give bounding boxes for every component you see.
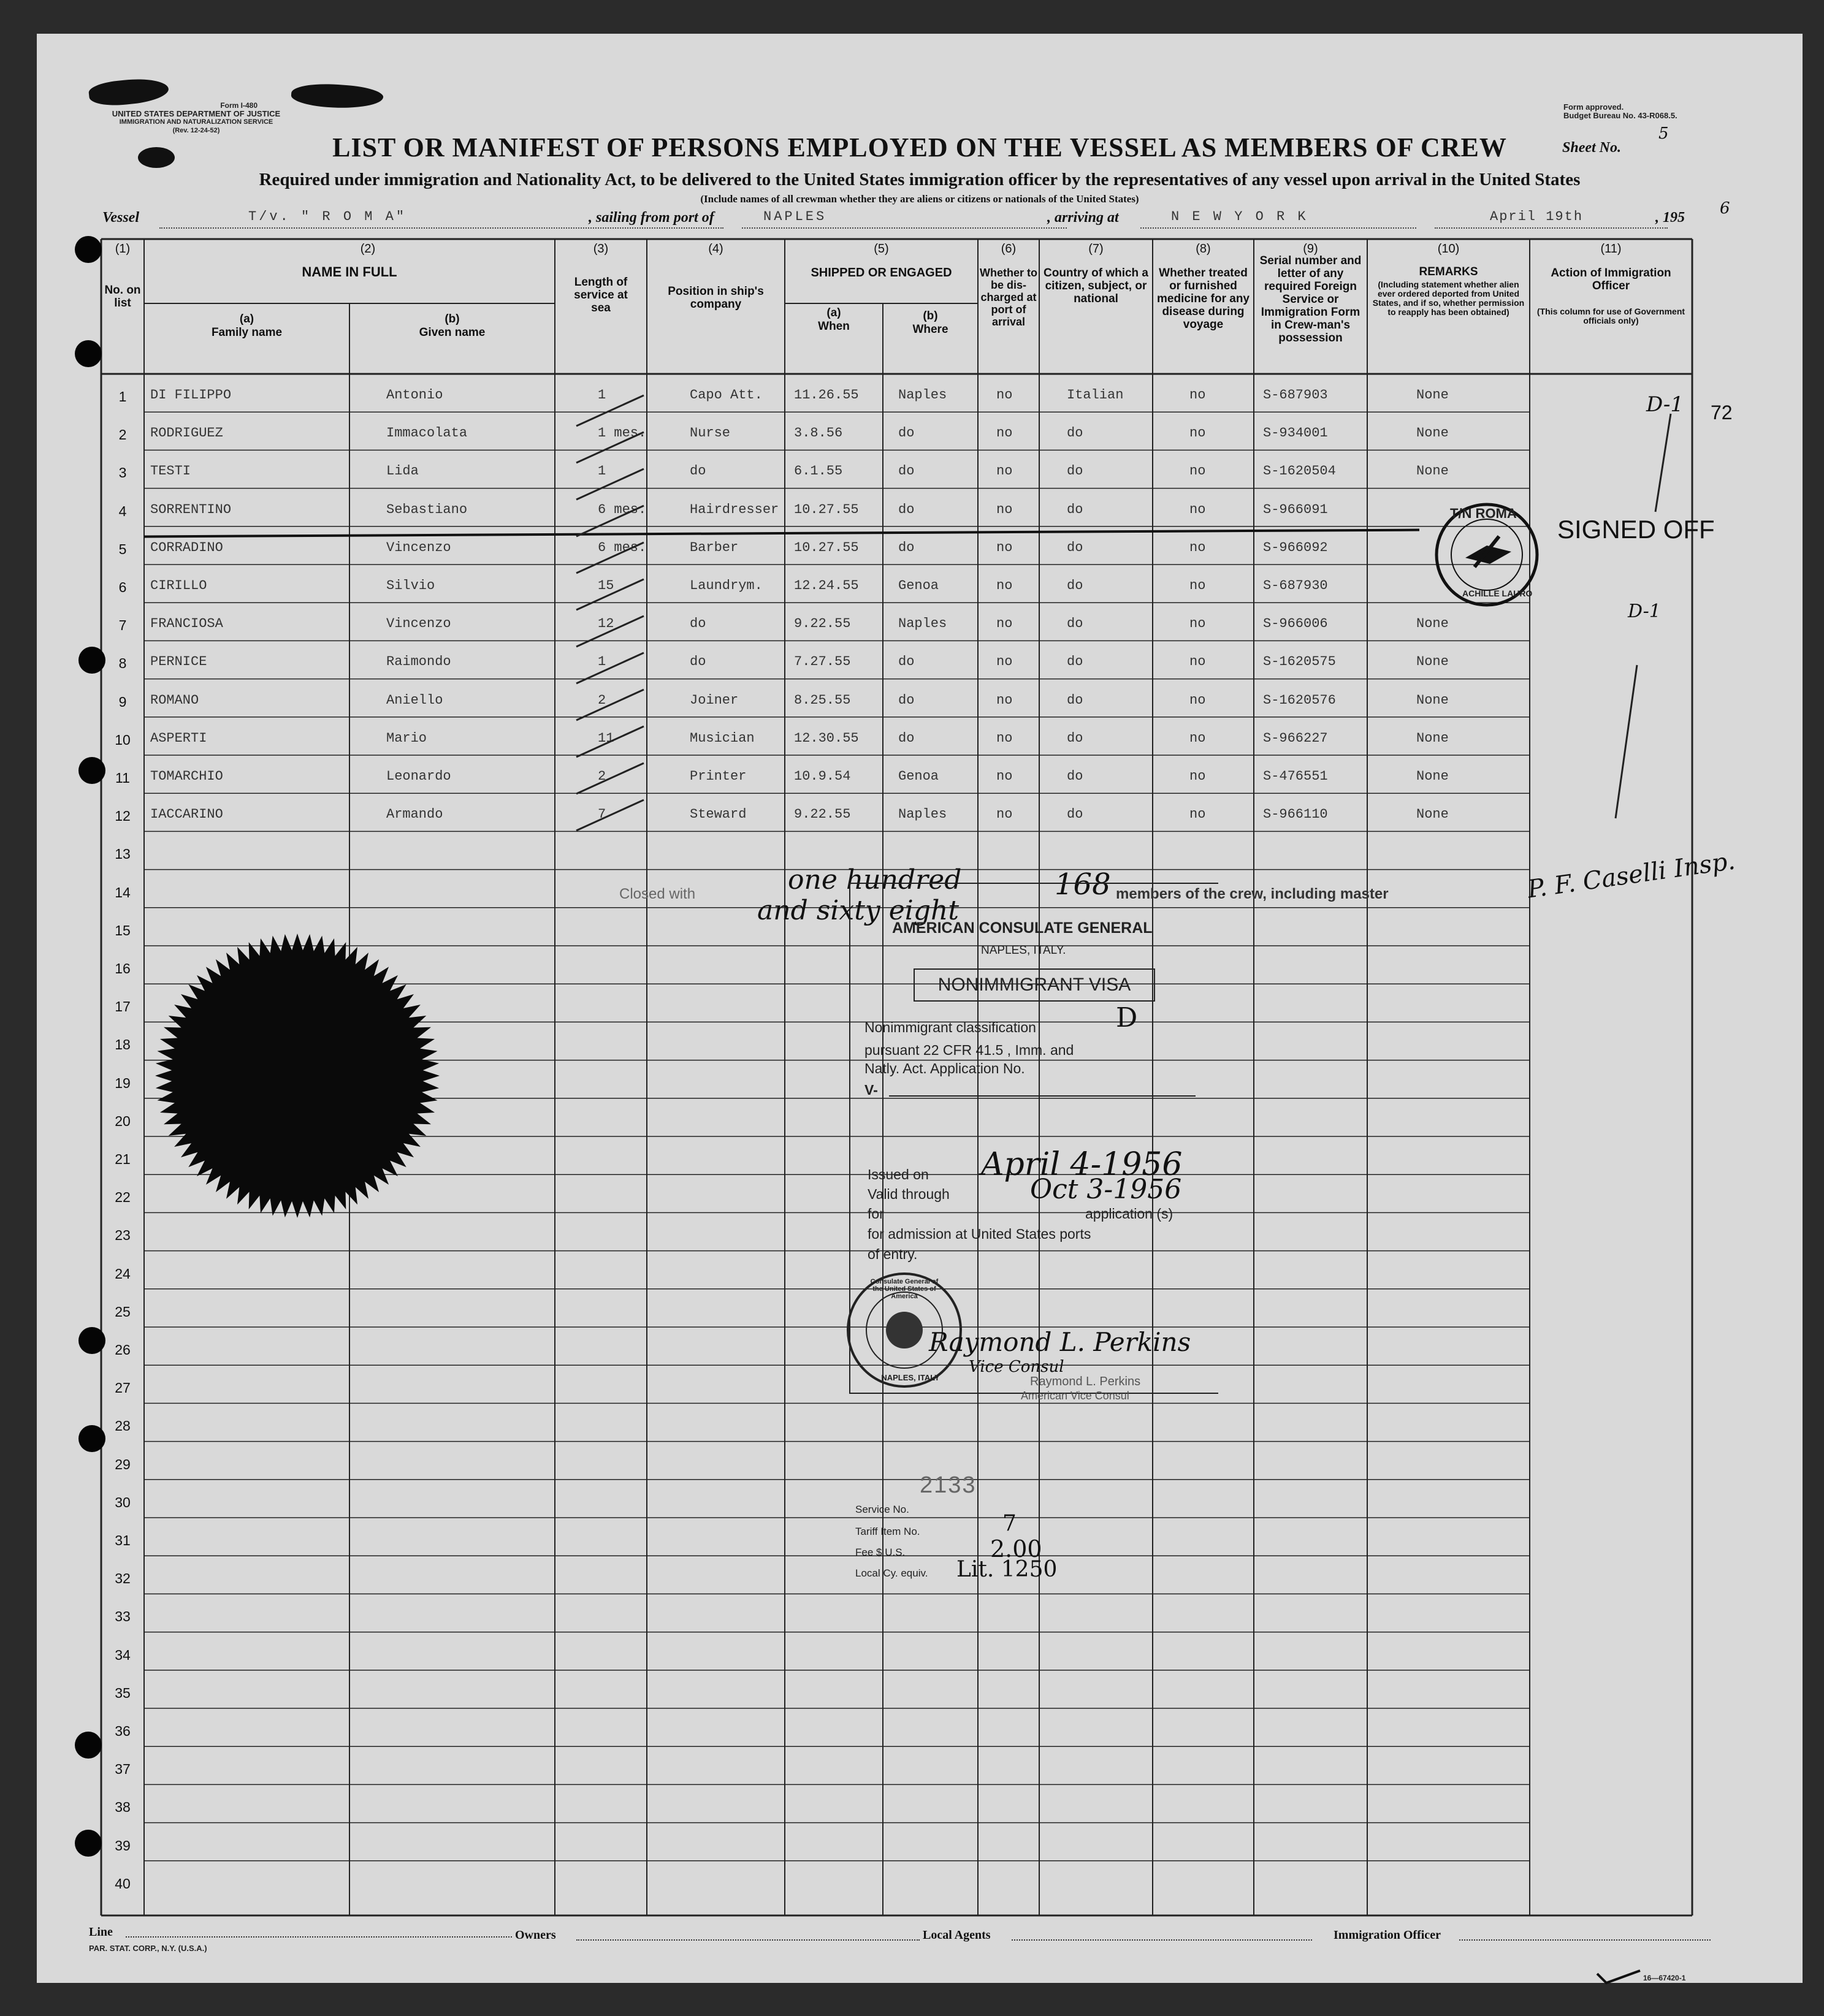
table-cell-serial: S-1620504 [1263, 463, 1336, 479]
col-header-action: Action of Immigration Officer [1551, 267, 1671, 292]
seal-text: Consulate General of the United States of America [870, 1278, 939, 1300]
col-header-serial: Serial number and letter of any required Foreign Service or Immigration Form in Crew-man's possession [1259, 254, 1362, 344]
col-header-where: Where [912, 323, 948, 336]
footer-code: 16—67420-1 [1643, 1974, 1686, 1982]
table-cell-length: 11 [598, 730, 614, 746]
nonimmigrant-visa-box: NONIMMIGRANT VISA [914, 968, 1155, 1002]
table-cell-country: do [1067, 654, 1083, 670]
revision: (Rev. 12-24-52) [172, 127, 220, 134]
table-cell-treated: no [1189, 730, 1206, 746]
table-cell-given: Mario [386, 730, 427, 746]
consul-name-typed: Raymond L. Perkins [1030, 1375, 1141, 1388]
col-num-1: (1) [115, 242, 131, 256]
table-cell-family: PERNICE [150, 654, 207, 670]
port-name: NAPLES [763, 209, 827, 224]
classification-value: D [1116, 1002, 1138, 1033]
form-approved: Form approved. [1563, 102, 1624, 112]
col-header-shipped: SHIPPED OR ENGAGED [811, 266, 952, 280]
table-cell-position: Barber [690, 539, 739, 555]
table-cell-country: do [1067, 769, 1083, 784]
col-header-discharged: Whether to be dis-charged at port of arrival [980, 267, 1037, 328]
table-cell-family: ASPERTI [150, 730, 207, 746]
table-cell-family: TOMARCHIO [150, 769, 223, 784]
vessel-label: Vessel [102, 210, 139, 226]
table-cell-given: Immacolata [386, 425, 468, 441]
col-header-when: When [818, 320, 850, 333]
sheet-number: 5 [1658, 124, 1669, 143]
table-cell-where: Genoa [898, 578, 939, 593]
for-label: for [868, 1206, 884, 1222]
table-cell-treated: no [1189, 807, 1206, 823]
row-number: 19 [115, 1075, 131, 1091]
fee-value: 2.00 [990, 1535, 1042, 1562]
ship-stamp-top: T/N ROMA [1450, 506, 1517, 521]
row-number: 6 [118, 579, 127, 595]
table-cell-when: 10.27.55 [794, 501, 859, 517]
table-cell-discharged: no [996, 463, 1013, 479]
table-cell-serial: S-966091 [1263, 501, 1328, 517]
consulate-line2: NAPLES, ITALY. [981, 944, 1066, 957]
row-number: 7 [118, 617, 127, 634]
annotation-count: 72 [1711, 401, 1733, 424]
col-header-family-letter: (a) [239, 313, 254, 325]
entry-text: of entry. [868, 1246, 918, 1262]
col-header-family: Family name [211, 326, 283, 339]
table-cell-position: Joiner [690, 692, 739, 708]
table-cell-given: Aniello [386, 692, 443, 708]
table-cell-remarks: None [1416, 654, 1449, 670]
col-num-10: (10) [1437, 242, 1460, 256]
footer-agents-blank [1012, 1939, 1312, 1941]
row-number: 2 [118, 427, 127, 443]
row-number: 5 [118, 541, 127, 557]
table-cell-discharged: no [996, 501, 1013, 517]
table-cell-when: 10.27.55 [794, 539, 859, 555]
col-num-2: (2) [360, 242, 376, 256]
table-cell-treated: no [1189, 616, 1206, 632]
table-cell-family: TESTI [150, 463, 191, 479]
footer-owners-label: Owners [515, 1928, 556, 1942]
table-cell-serial: S-1620575 [1263, 654, 1336, 670]
table-cell-position: Capo Att. [690, 387, 763, 403]
table-cell-given: Sebastiano [386, 501, 468, 517]
table-cell-serial: S-966006 [1263, 616, 1328, 632]
table-cell-where: do [898, 501, 915, 517]
col-header-treated: Whether treated or furnished medicine for any disease during voyage [1157, 267, 1250, 331]
table-cell-when: 8.25.55 [794, 692, 851, 708]
table-cell-position: do [690, 654, 706, 670]
table-cell-position: Musician [690, 730, 755, 746]
page-title: LIST OR MANIFEST OF PERSONS EMPLOYED ON THE VESSEL AS MEMBERS OF CREW [332, 132, 1507, 162]
table-cell-remarks: None [1416, 692, 1449, 708]
col-num-9: (9) [1303, 242, 1318, 256]
budget-bureau: Budget Bureau No. 43-R068.5. [1563, 111, 1677, 120]
row-number: 15 [115, 922, 131, 938]
table-cell-country: do [1067, 463, 1083, 479]
local-currency-value: Lit. 1250 [956, 1557, 1058, 1582]
hand-count-number: 168 [1055, 867, 1111, 902]
table-cell-remarks: None [1416, 463, 1449, 479]
local-currency-label: Local Cy. equiv. [855, 1567, 928, 1579]
table-cell-where: do [898, 692, 915, 708]
col-num-3: (3) [593, 242, 609, 256]
table-cell-country: do [1067, 692, 1083, 708]
table-cell-given: Antonio [386, 387, 443, 403]
col-header-position: Position in ship's company [668, 285, 764, 311]
pursuant-text: pursuant 22 CFR 41.5 , Imm. and [864, 1042, 1074, 1058]
department-name: UNITED STATES DEPARTMENT OF JUSTICE [112, 109, 281, 118]
table-cell-when: 10.9.54 [794, 769, 851, 784]
row-number: 20 [115, 1113, 131, 1129]
table-cell-country: do [1067, 578, 1083, 593]
members-of-crew-text: members of the crew, including master [1116, 886, 1389, 902]
table-cell-serial: S-966092 [1263, 539, 1328, 555]
page-subtitle: Required under immigration and Nationality Act, to be delivered to the United States immigration officer by the representatives of any vessel upon arrival in the United States [259, 170, 1581, 189]
col-header-given: Given name [419, 326, 486, 339]
row-number: 28 [115, 1418, 131, 1434]
row-number: 27 [115, 1380, 131, 1396]
table-cell-length: 7 [598, 807, 606, 823]
table-cell-when: 9.22.55 [794, 807, 851, 823]
closed-with-label: Closed with [619, 886, 696, 902]
table-cell-given: Leonardo [386, 769, 451, 784]
table-cell-given: Vincenzo [386, 616, 451, 632]
valid-label: Valid through [868, 1186, 950, 1202]
table-cell-when: 11.26.55 [794, 387, 859, 403]
table-cell-family: RODRIGUEZ [150, 425, 223, 441]
col-header-where-letter: (b) [923, 310, 938, 322]
table-cell-family: FRANCIOSA [150, 616, 223, 632]
row-number: 32 [115, 1570, 131, 1587]
classification-label: Nonimmigrant classification [864, 1019, 1036, 1035]
hand-count-words-1: one hundred [788, 864, 962, 896]
table-cell-discharged: no [996, 539, 1013, 555]
inspector-signature: P. F. Caselli Insp. [1525, 846, 1737, 904]
fee-stamp-number: 2133 [920, 1472, 977, 1498]
table-cell-when: 3.8.56 [794, 425, 843, 441]
row-number: 16 [115, 960, 131, 976]
binder-hole [75, 236, 102, 263]
col-num-8: (8) [1196, 242, 1211, 256]
table-cell-discharged: no [996, 692, 1013, 708]
table-cell-length: 6 mes. [598, 501, 647, 517]
row-number: 33 [115, 1608, 131, 1625]
row-number: 17 [115, 998, 131, 1015]
table-cell-family: ROMANO [150, 692, 199, 708]
table-cell-discharged: no [996, 654, 1013, 670]
instruction-note: (Include names of all crewman whether they are aliens or citizens or nationals of the United States) [700, 193, 1139, 205]
footer-agents-label: Local Agents [923, 1928, 991, 1942]
table-cell-discharged: no [996, 578, 1013, 593]
table-cell-serial: S-687903 [1263, 387, 1328, 403]
table-cell-given: Armando [386, 807, 443, 823]
row-number: 18 [115, 1037, 131, 1053]
row-number: 3 [118, 465, 127, 481]
col-header-no: No. on list [104, 284, 141, 310]
table-cell-discharged: no [996, 425, 1013, 441]
col-header-given-letter: (b) [445, 313, 460, 325]
consul-title-typed: American Vice Consul [1021, 1390, 1129, 1402]
table-cell-where: do [898, 425, 915, 441]
annotation-d1-top: D-1 [1646, 392, 1684, 417]
col-header-name: NAME IN FULL [302, 264, 397, 280]
manifest-page [37, 34, 1803, 1983]
row-number: 35 [115, 1684, 131, 1701]
vice-consul-hand: Vice Consul [969, 1358, 1064, 1376]
table-cell-position: Nurse [690, 425, 731, 441]
table-cell-serial: S-966227 [1263, 730, 1328, 746]
col-num-7: (7) [1088, 242, 1104, 256]
binder-hole [78, 757, 105, 784]
year-prefix: , 195 [1655, 210, 1685, 226]
row-number: 40 [115, 1875, 131, 1892]
col-num-4: (4) [708, 242, 723, 256]
col-header-action-note: (This column for use of Government officials only) [1536, 306, 1685, 325]
table-cell-length: 12 [598, 616, 614, 632]
footer-printer: PAR. STAT. CORP., N.Y. (U.S.A.) [89, 1944, 207, 1953]
footer-officer-label: Immigration Officer [1334, 1928, 1441, 1942]
check-mark-icon [1594, 1949, 1643, 1986]
tariff-label: Tariff Item No. [855, 1526, 920, 1537]
table-cell-length: 2 [598, 692, 606, 708]
row-number: 14 [115, 884, 131, 900]
ship-stamp-side: ACHILLE LAURO [1462, 588, 1533, 598]
valid-value: Oct 3-1956 [1030, 1174, 1182, 1205]
row-number: 34 [115, 1646, 131, 1663]
seal-city: NAPLES, ITALY [881, 1373, 940, 1382]
embossed-seal [150, 929, 445, 1223]
table-cell-where: do [898, 539, 915, 555]
table-cell-when: 6.1.55 [794, 463, 843, 479]
table-cell-length: 1 mes. [598, 425, 647, 441]
table-cell-position: Steward [690, 807, 747, 823]
table-cell-country: do [1067, 616, 1083, 632]
table-cell-discharged: no [996, 807, 1013, 823]
footer-owners-blank [576, 1939, 920, 1941]
sheet-label: Sheet No. [1562, 140, 1621, 156]
table-cell-where: Naples [898, 387, 947, 403]
table-cell-when: 7.27.55 [794, 654, 851, 670]
fee-label: Fee $ U.S. [855, 1546, 906, 1558]
arriving-label: , arriving at [1047, 210, 1119, 226]
annotation-d1-mid: D-1 [1628, 601, 1661, 622]
binder-hole [75, 340, 102, 367]
table-cell-remarks: None [1416, 769, 1449, 784]
row-number: 21 [115, 1151, 131, 1167]
table-cell-country: do [1067, 807, 1083, 823]
table-cell-remarks: None [1416, 387, 1449, 403]
col-num-11: (11) [1600, 242, 1622, 256]
footer-line-blank [126, 1936, 512, 1938]
table-cell-remarks: None [1416, 730, 1449, 746]
table-cell-country: do [1067, 425, 1083, 441]
service-no-label: Service No. [855, 1504, 909, 1515]
binder-hole [75, 1830, 102, 1857]
table-cell-treated: no [1189, 463, 1206, 479]
table-cell-family: CIRILLO [150, 578, 207, 593]
table-cell-discharged: no [996, 769, 1013, 784]
row-number: 12 [115, 808, 131, 824]
col-header-country: Country of which a citizen, subject, or national [1044, 267, 1148, 305]
table-cell-length: 15 [598, 578, 614, 593]
table-cell-position: do [690, 463, 706, 479]
binder-hole [78, 1425, 105, 1452]
hand-count-words-2: and sixty eight [757, 895, 960, 926]
row-number: 30 [115, 1494, 131, 1510]
table-cell-given: Silvio [386, 578, 435, 593]
table-cell-family: CORRADINO [150, 539, 223, 555]
table-cell-remarks: None [1416, 616, 1449, 632]
row-number: 10 [115, 731, 131, 748]
row-number: 31 [115, 1532, 131, 1548]
row-number: 13 [115, 846, 131, 862]
table-cell-treated: no [1189, 769, 1206, 784]
row-number: 8 [118, 655, 127, 672]
row-number: 4 [118, 503, 127, 519]
row-number: 9 [118, 693, 127, 710]
row-number: 11 [115, 770, 130, 786]
form-number: Form I-480 [220, 101, 258, 110]
vessel-name: T/v. " R O M A" [248, 209, 407, 224]
table-cell-treated: no [1189, 692, 1206, 708]
col-num-6: (6) [1001, 242, 1017, 256]
table-cell-given: Lida [386, 463, 419, 479]
year-suffix: 6 [1720, 199, 1730, 218]
arrival-date: April 19th [1490, 209, 1584, 224]
table-cell-where: do [898, 463, 915, 479]
row-number: 1 [118, 389, 127, 405]
table-cell-family: DI FILIPPO [150, 387, 232, 403]
row-number: 26 [115, 1342, 131, 1358]
row-number: 37 [115, 1761, 131, 1778]
table-cell-family: IACCARINO [150, 807, 223, 823]
table-cell-given: Vincenzo [386, 539, 451, 555]
table-cell-length: 1 [598, 387, 606, 403]
footer-officer-blank [1459, 1939, 1711, 1941]
table-cell-position: Printer [690, 769, 747, 784]
arrival-port: N E W Y O R K [1171, 209, 1308, 224]
binder-hole [78, 1327, 105, 1354]
row-number: 29 [115, 1456, 131, 1472]
table-cell-length: 2 [598, 769, 606, 784]
table-cell-serial: S-476551 [1263, 769, 1328, 784]
table-cell-serial: S-1620576 [1263, 692, 1336, 708]
table-cell-discharged: no [996, 387, 1013, 403]
row-number: 24 [115, 1265, 131, 1282]
table-cell-where: Naples [898, 807, 947, 823]
table-cell-position: do [690, 616, 706, 632]
table-cell-length: 1 [598, 463, 606, 479]
col-num-5: (5) [874, 242, 889, 256]
table-cell-serial: S-934001 [1263, 425, 1328, 441]
table-cell-family: SORRENTINO [150, 501, 232, 517]
table-cell-where: Naples [898, 616, 947, 632]
table-cell-where: Genoa [898, 769, 939, 784]
binder-hole [75, 1732, 102, 1759]
table-cell-discharged: no [996, 730, 1013, 746]
table-cell-where: do [898, 654, 915, 670]
col-header-when-letter: (a) [826, 306, 841, 319]
table-cell-country: do [1067, 501, 1083, 517]
table-cell-discharged: no [996, 616, 1013, 632]
table-cell-serial: S-687930 [1263, 578, 1328, 593]
table-cell-given: Raimondo [386, 654, 451, 670]
col-header-remarks: REMARKS [1419, 265, 1478, 278]
issued-label: Issued on [868, 1166, 929, 1182]
table-cell-country: do [1067, 539, 1083, 555]
issued-value: April 4-1956 [981, 1146, 1183, 1183]
table-cell-when: 12.30.55 [794, 730, 859, 746]
table-cell-where: do [898, 730, 915, 746]
v-underline [889, 1095, 1196, 1097]
footer-line-label: Line [89, 1925, 113, 1939]
table-cell-treated: no [1189, 425, 1206, 441]
natly-text: Natly. Act. Application No. [864, 1060, 1025, 1076]
table-cell-remarks: None [1416, 425, 1449, 441]
row-number: 36 [115, 1723, 131, 1739]
table-cell-serial: S-966110 [1263, 807, 1328, 823]
table-cell-position: Hairdresser [690, 501, 779, 517]
table-cell-when: 12.24.55 [794, 578, 859, 593]
service-name: IMMIGRATION AND NATURALIZATION SERVICE [119, 118, 273, 126]
consul-signature: Raymond L. Perkins [929, 1327, 1191, 1357]
v-label: V- [864, 1082, 878, 1098]
table-cell-country: do [1067, 730, 1083, 746]
application-text: application (s) [1085, 1206, 1173, 1222]
table-cell-length: 6 mes. [598, 539, 647, 555]
sailing-label: , sailing from port of [589, 210, 714, 226]
table-cell-length: 1 [598, 654, 606, 670]
table-cell-when: 9.22.55 [794, 616, 851, 632]
admission-text: for admission at United States ports [868, 1226, 1091, 1242]
binder-hole [78, 647, 105, 674]
row-number: 38 [115, 1799, 131, 1816]
row-number: 25 [115, 1303, 131, 1320]
table-cell-treated: no [1189, 387, 1206, 403]
col-header-remarks-note: (Including statement whether alien ever ordered deported from United States, and if so, whether permission to reapply has been obtained) [1372, 280, 1525, 317]
table-cell-country: Italian [1067, 387, 1124, 403]
annotation-signed-off: SIGNED OFF [1557, 515, 1715, 544]
table-cell-treated: no [1189, 501, 1206, 517]
row-number: 22 [115, 1189, 131, 1206]
table-cell-remarks: None [1416, 807, 1449, 823]
row-number: 39 [115, 1837, 131, 1854]
tariff-value: 7 [1002, 1511, 1017, 1536]
consulate-line1: AMERICAN CONSULATE GENERAL [892, 919, 1153, 937]
row-number: 23 [115, 1227, 131, 1244]
table-cell-treated: no [1189, 654, 1206, 670]
table-cell-treated: no [1189, 578, 1206, 593]
table-cell-position: Laundrym. [690, 578, 763, 593]
table-cell-treated: no [1189, 539, 1206, 555]
col-header-length: Length of service at sea [574, 276, 628, 314]
